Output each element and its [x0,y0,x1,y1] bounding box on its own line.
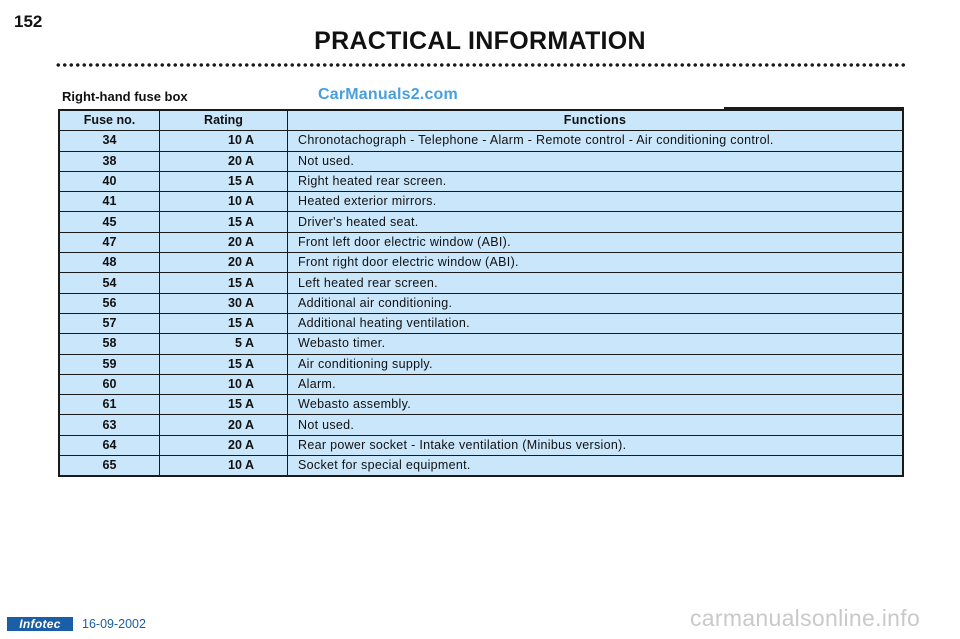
function-cell: Air conditioning supply. [288,354,904,374]
fuse-table [58,109,904,477]
table-row [59,334,903,354]
function-cell: Webasto assembly. [288,395,904,415]
fuse-number-cell: 38 [59,151,160,171]
fuse-number-cell: 63 [59,415,160,435]
table-row [59,415,903,435]
page-title: PRACTICAL INFORMATION [314,27,646,55]
rating-cell: 20 A [160,253,288,273]
dotted-divider [55,62,905,68]
table-row [59,313,903,333]
rating-cell: 30 A [160,293,288,313]
header-fuse-no: Fuse no. [59,110,160,131]
rating-cell: 10 A [160,374,288,394]
function-cell: Additional air conditioning. [288,293,904,313]
watermark-footer: carmanualsonline.info [690,605,921,631]
rating-cell: 20 A [160,415,288,435]
rating-cell: 5 A [160,334,288,354]
function-cell: Socket for special equipment. [288,456,904,477]
table-row [59,232,903,252]
fuse-number-cell: 58 [59,334,160,354]
table-row [59,131,903,151]
footer-date: 16-09-2002 [82,617,146,631]
function-cell: Not used. [288,415,904,435]
table-row [59,354,903,374]
rating-cell: 10 A [160,131,288,151]
infotec-logo: Infotec [7,617,73,631]
function-cell: Right heated rear screen. [288,171,904,191]
table-row [59,374,903,394]
fuse-number-cell: 54 [59,273,160,293]
fuse-number-cell: 57 [59,313,160,333]
function-cell: Front right door electric window (ABI). [288,253,904,273]
fuse-number-cell: 45 [59,212,160,232]
header-functions: Functions [288,110,904,131]
function-cell: Not used. [288,151,904,171]
fuse-number-cell: 41 [59,192,160,212]
rating-cell: 15 A [160,354,288,374]
fuse-number-cell: 59 [59,354,160,374]
function-cell: Rear power socket - Intake ventilation (Minibus version). [288,435,904,455]
table-row [59,293,903,313]
table-row [59,151,903,171]
table-row [59,273,903,293]
rating-cell: 20 A [160,435,288,455]
table-row [59,171,903,191]
fuse-number-cell: 60 [59,374,160,394]
table-row [59,192,903,212]
function-cell: Front left door electric window (ABI). [288,232,904,252]
fuse-number-cell: 48 [59,253,160,273]
function-cell: Left heated rear screen. [288,273,904,293]
table-row [59,212,903,232]
table-row [59,435,903,455]
fuse-table-body [59,131,903,477]
rating-cell: 10 A [160,456,288,477]
function-cell: Driver's heated seat. [288,212,904,232]
rating-cell: 20 A [160,232,288,252]
function-cell: Heated exterior mirrors. [288,192,904,212]
function-cell: Chronotachograph - Telephone - Alarm - Remote control - Air conditioning control. [288,131,904,151]
fuse-number-cell: 56 [59,293,160,313]
fuse-number-cell: 34 [59,131,160,151]
page-number: 152 [14,12,43,31]
function-cell: Webasto timer. [288,334,904,354]
rating-cell: 20 A [160,151,288,171]
header-rating: Rating [160,110,288,131]
table-row [59,456,903,477]
rating-cell: 15 A [160,212,288,232]
rating-cell: 10 A [160,192,288,212]
rating-cell: 15 A [160,171,288,191]
rating-cell: 15 A [160,395,288,415]
watermark-link[interactable]: CarManuals2.com [318,86,458,103]
fuse-number-cell: 47 [59,232,160,252]
section-heading: Right-hand fuse box [62,89,188,104]
table-row [59,395,903,415]
table-header-row [59,110,903,131]
rating-cell: 15 A [160,313,288,333]
table-row [59,253,903,273]
fuse-number-cell: 64 [59,435,160,455]
function-cell: Additional heating ventilation. [288,313,904,333]
function-cell: Alarm. [288,374,904,394]
fuse-number-cell: 40 [59,171,160,191]
fuse-number-cell: 65 [59,456,160,477]
fuse-number-cell: 61 [59,395,160,415]
rating-cell: 15 A [160,273,288,293]
